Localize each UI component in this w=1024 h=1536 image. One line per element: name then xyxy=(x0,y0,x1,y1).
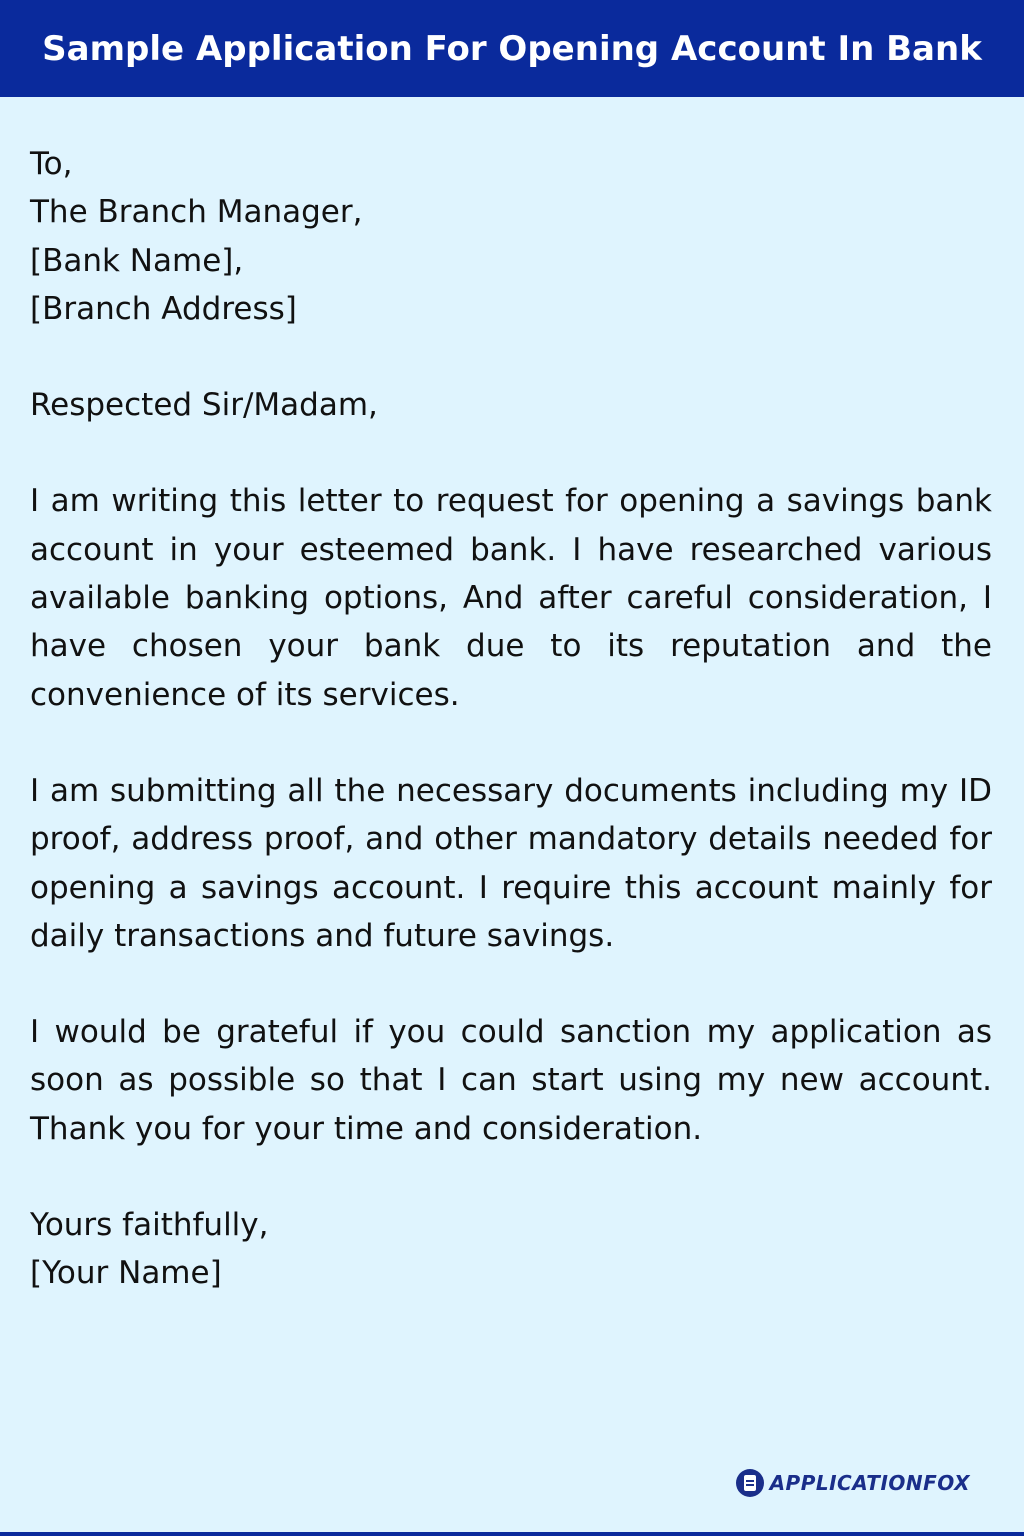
address-line: To, xyxy=(30,146,73,182)
document-icon xyxy=(736,1469,764,1497)
recipient-address xyxy=(30,140,992,333)
body-paragraph: I am submitting all the necessary documents including my ID proof, address proof, and other mandatory details needed for opening a savings account. I require this account mainly for daily transactions and future savings. xyxy=(30,772,992,954)
body-paragraph: I would be grateful if you could sanction my application as soon as possible so that I can start using my new account. Thank you for your time and consideration. xyxy=(30,1014,992,1147)
letter-body xyxy=(30,140,992,1298)
brand-name: APPLICATIONFOX xyxy=(769,1471,970,1495)
body-paragraph: I am writing this letter to request for opening a savings bank account in your esteemed bank. I have researched various available banking options, And after careful consideration, I have chosen your bank due to its reputation and the convenience of its services. xyxy=(30,483,992,713)
address-line: The Branch Manager, xyxy=(30,194,363,231)
salutation: Respected Sir/Madam, xyxy=(30,387,378,424)
address-line: [Branch Address] xyxy=(30,290,297,327)
address-line: [Bank Name], xyxy=(30,242,244,279)
closing: Yours faithfully, xyxy=(30,1207,269,1244)
page-title: Sample Application For Opening Account In Bank xyxy=(42,28,982,69)
brand-logo[interactable] xyxy=(736,1469,970,1497)
signature: [Your Name] xyxy=(30,1255,222,1292)
header-banner xyxy=(0,0,1024,97)
bottom-divider xyxy=(0,1532,1024,1536)
